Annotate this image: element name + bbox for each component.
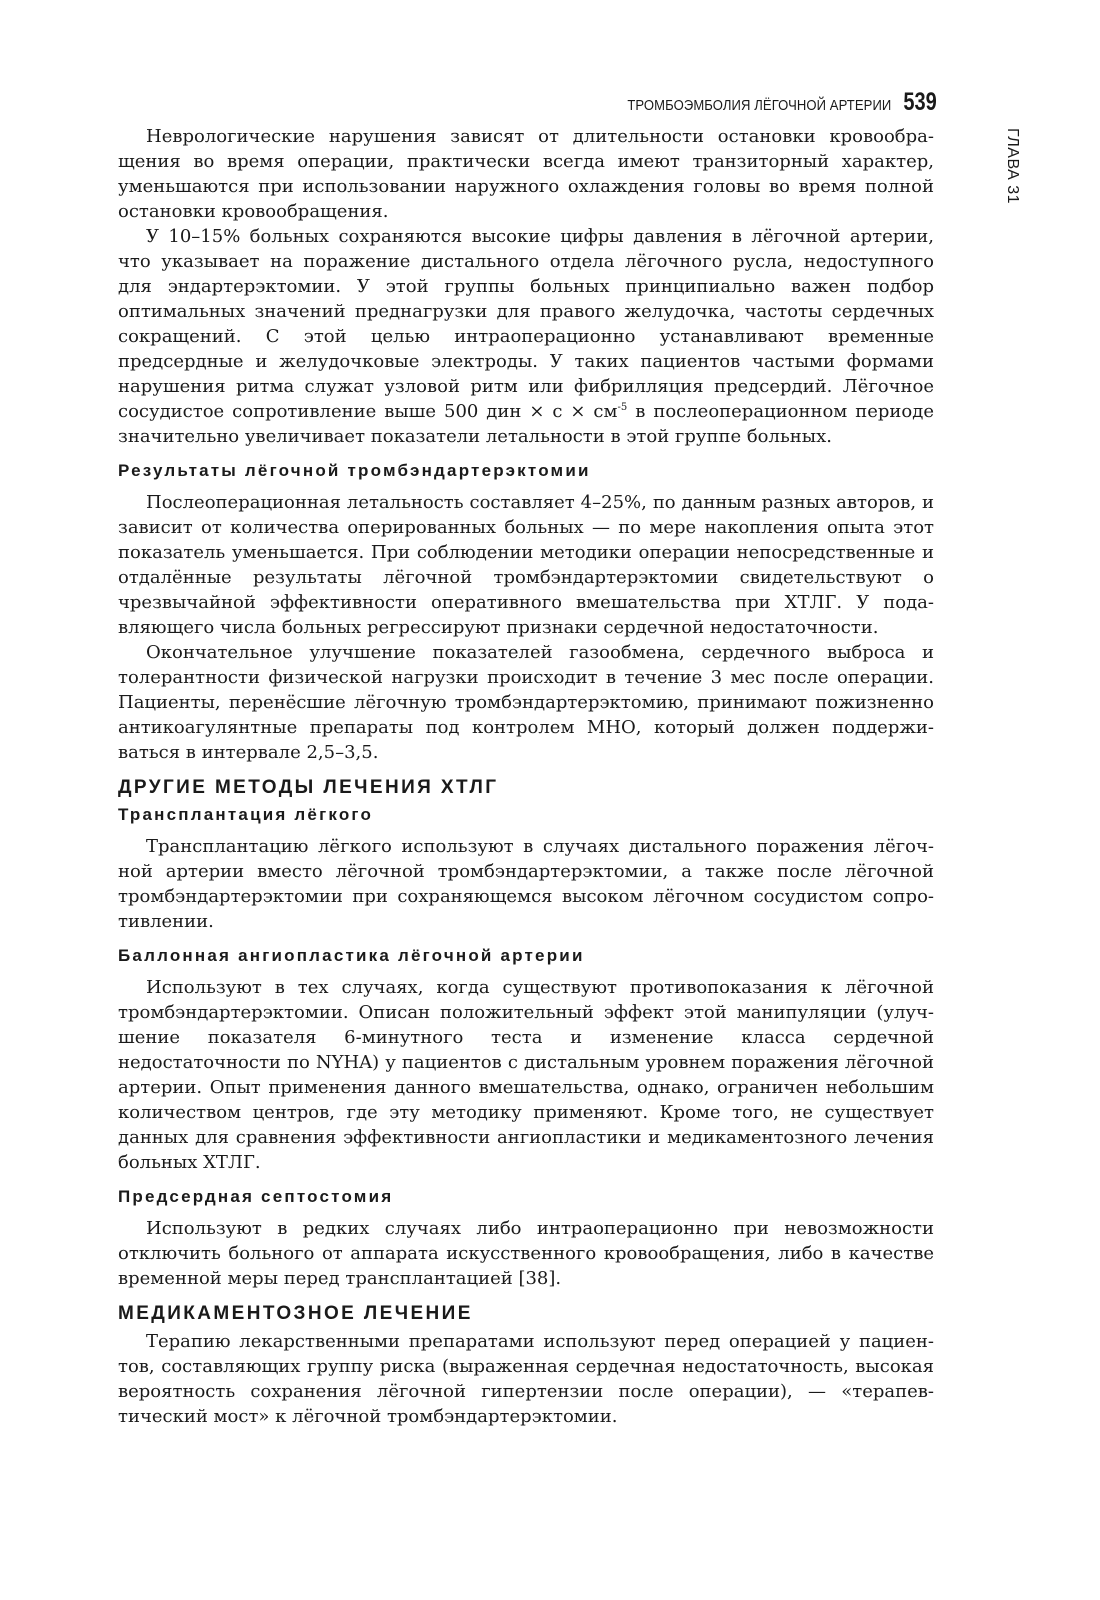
paragraph: Терапию лекарственными препаратами используют перед операцией у пациентов, составляющих группу риска (выраженная сердечная недостаточность, высокая вероятность сохранения лёгочной гипертензии после операции), — «терапевтический мост» к лёгочной тромбэндартерэктомии.	[118, 1331, 934, 1427]
subsection-heading: Предсердная септостомия	[118, 1187, 394, 1206]
page-content	[118, 124, 934, 1429]
running-head	[560, 88, 937, 118]
paragraph-text: в послеоперационном периоде значительно увеличивает показатели летальности в этой группе больных.	[118, 401, 934, 447]
paragraph-text: У 10–15% больных сохраняются высокие цифры давления в лёгочной артерии, что указывает на поражение дистального отдела лёгочного русла, недоступного для эндартерэктомии. У этой группы больных принципиально важен подбор оптимальных значений преднагрузки для правого желудочка, частоты сердечных сокращений. С этой целью интраоперационно устанавливают временные предсердные и желудочковые электроды. У таких пациентов частыми формами нарушения ритма служат узловой ритм или фибрилляция предсердий. Лёгочное сосудистое сопротивление выше 500 дин × с × см	[118, 226, 934, 422]
superscript: -5	[617, 402, 628, 413]
paragraph: Используют в тех случаях, когда существуют противопоказания к лёгочной тромбэндартерэктомии. Описан положительный эффект этой манипуляции (улучшение показателя 6-минутного теста и изменение класса сердечной недостаточности по NYHA) у пациентов с дистальным уровнем поражения лёгочной артерии. Опыт применения данного вмешательства, однако, ограничен небольшим количеством центров, где эту методику применяют. Кроме того, не существует данных для сравнения эффективности ангиопластики и медикаментозного лечения больных ХТЛГ.	[118, 977, 934, 1173]
page-number: 539	[903, 88, 937, 116]
paragraph: Используют в редких случаях либо интраоперационно при невозможности отключить больного от аппарата искусственного кровообращения, либо в качестве временной меры перед трансплантацией [38].	[118, 1218, 934, 1289]
paragraph: Трансплантацию лёгкого используют в случаях дистального поражения лёгочной артерии вместо лёгочной тромбэндартерэктомии, а также после лёгочной тромбэндартерэктомии при сохраняющемся высоком лёгочном сосудистом сопротивлении.	[118, 836, 934, 932]
subsection-heading: Трансплантация лёгкого	[118, 805, 374, 824]
section-heading: МЕДИКАМЕНТОЗНОЕ ЛЕЧЕНИЕ	[118, 1303, 473, 1324]
chapter-tab: ГЛАВА 31	[1004, 128, 1021, 204]
paragraph: Неврологические нарушения зависят от длительности остановки кровообращения во время операции, практически всегда имеют транзиторный характер, уменьшаются при использовании наружного охлаждения головы во время полной остановки кровообращения.	[118, 126, 934, 222]
paragraph	[118, 224, 934, 449]
paragraph: Окончательное улучшение показателей газообмена, сердечного выброса и толерантности физической нагрузки происходит в течение 3 мес после операции. Пациенты, перенёсшие лёгочную тромбэндартерэктомию, принимают пожизненно антикоагулянтные препараты под контролем МНО, который должен поддерживаться в интервале 2,5–3,5.	[118, 642, 934, 763]
subsection-heading: Результаты лёгочной тромбэндартерэктомии	[118, 461, 591, 480]
section-heading: ДРУГИЕ МЕТОДЫ ЛЕЧЕНИЯ ХТЛГ	[118, 777, 499, 798]
running-title: ТРОМБОЭМБОЛИЯ ЛЁГОЧНОЙ АРТЕРИИ	[627, 98, 892, 114]
subsection-heading: Баллонная ангиопластика лёгочной артерии	[118, 946, 585, 965]
paragraph: Послеоперационная летальность составляет 4–25%, по данным разных авторов, и зависит от количества оперированных больных — по мере накопления опыта этот показатель уменьшается. При соблюдении методики операции непосредственные и отдалённые результаты лёгочной тромбэндартерэктомии свидетельствуют о чрезвычайной эффективности оперативного вмешательства при ХТЛГ. У подавляющего числа больных регрессируют признаки сердечной недостаточности.	[118, 492, 934, 638]
